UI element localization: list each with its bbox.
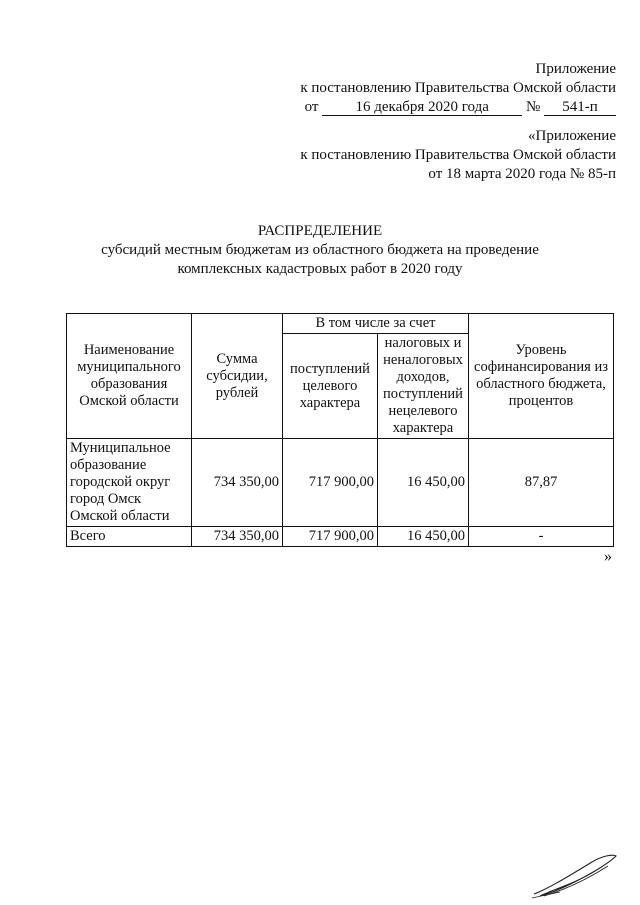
original-appendix-to-decree: к постановлению Правительства Омской области xyxy=(300,147,616,163)
total-sum: 734 350,00 xyxy=(192,527,283,547)
header-targeted: поступлений целевого характера xyxy=(283,334,378,439)
closing-quote: » xyxy=(604,548,612,565)
signature-icon xyxy=(530,852,620,900)
row-level: 87,87 xyxy=(469,439,614,527)
appendix-to-decree: к постановлению Правительства Омской области xyxy=(300,80,616,96)
header-level: Уровень софинансирования из областного бюджета, процентов xyxy=(469,314,614,439)
total-label: Всего xyxy=(67,527,192,547)
heading-line-2: комплексных кадастровых работ в 2020 году xyxy=(177,261,463,277)
document-heading xyxy=(0,222,640,279)
table-row xyxy=(67,439,614,527)
header-name: Наименование муниципального образования Омской области xyxy=(67,314,192,439)
table-header-row xyxy=(67,314,614,334)
original-appendix-date-line: от 18 марта 2020 года № 85-п xyxy=(428,166,616,182)
total-tax: 16 450,00 xyxy=(378,527,469,547)
heading-title: РАСПРЕДЕЛЕНИЕ xyxy=(257,223,383,239)
row-name: Муниципальное образование городской округ город Омск Омской области xyxy=(67,439,192,527)
appendix-from-prefix: от xyxy=(304,99,319,115)
header-including: В том числе за счет xyxy=(283,314,469,334)
row-sum: 734 350,00 xyxy=(192,439,283,527)
appendix-header xyxy=(300,60,616,117)
header-tax: налоговых и неналоговых доходов, поступлений нецелевого характера xyxy=(378,334,469,439)
table-total-row xyxy=(67,527,614,547)
appendix-date: 16 декабря 2020 года xyxy=(322,99,522,116)
row-tax: 16 450,00 xyxy=(378,439,469,527)
appendix-date-line xyxy=(300,98,616,117)
total-level: - xyxy=(469,527,614,547)
appendix-title: Приложение xyxy=(535,61,616,77)
row-targeted: 717 900,00 xyxy=(283,439,378,527)
header-sum: Сумма субсидии, рублей xyxy=(192,314,283,439)
original-appendix-header xyxy=(300,127,616,184)
appendix-number: 541-п xyxy=(544,99,616,116)
distribution-table xyxy=(66,313,614,547)
appendix-number-sign: № xyxy=(525,99,541,115)
original-appendix-title: «Приложение xyxy=(527,128,616,144)
heading-line-1: субсидий местным бюджетам из областного бюджета на проведение xyxy=(101,242,539,258)
total-targeted: 717 900,00 xyxy=(283,527,378,547)
